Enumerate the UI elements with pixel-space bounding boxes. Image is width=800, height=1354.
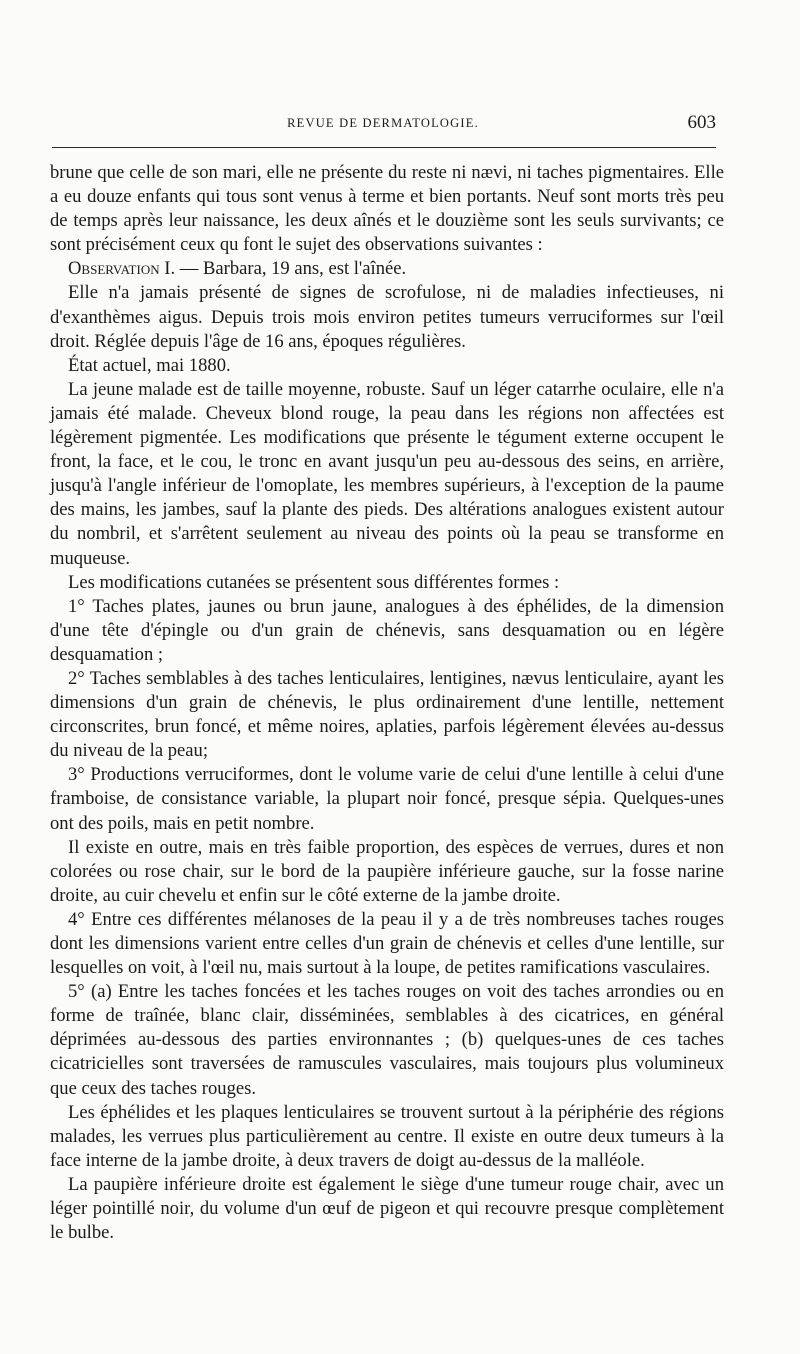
paragraph: Les éphélides et les plaques lenticulaires se trouvent surtout à la périphérie des régions malades, les verrues plus particulièrement au centre. Il existe en outre deux tumeurs à la face interne de la jambe droite, à deux travers de doigt au-dessus de la malléole. — [50, 1101, 724, 1171]
paragraph: La paupière inférieure droite est également le siège d'une tumeur rouge chair, avec un léger pointillé noir, du volume d'un œuf de pigeon et qui recouvre presque complètement le bulbe. — [50, 1173, 724, 1244]
body-text — [50, 161, 724, 1245]
observation-heading: Observation I. — [68, 258, 176, 280]
paragraph: 1° Taches plates, jaunes ou brun jaune, analogues à des éphélides, de la dimension d'une tête d'épingle ou d'un grain de chénevis, sans desquamation ou en légère desquamation ; — [50, 595, 724, 665]
paragraph: 4° Entre ces différentes mélanoses de la peau il y a de très nombreuses taches rouges dont les dimensions varient entre celles d'un grain de chénevis et celles d'une lentille, sur lesquelles on voit, à l'œil nu, mais surtout à la loupe, de petites ramifications vasculaires. — [50, 908, 724, 979]
running-header — [50, 112, 716, 136]
paragraph: 2° Taches semblables à des taches lenticulaires, lentigines, nævus lenticulaire, ayant les dimensions d'un grain de chénevis, le plus ordinairement d'une lentille, nettement circonscrites, brun foncé, et même noires, aplaties, parfois légèrement élevées au-dessus du niveau de la peau; — [50, 667, 724, 762]
page-number: 603 — [687, 112, 716, 133]
paragraph: Elle n'a jamais présenté de signes de scrofulose, ni de maladies infectieuses, ni d'exanthèmes aigus. Depuis trois mois environ petites tumeurs verruciformes sur l'œil droit. Réglée depuis l'âge de 16 ans, époques régulières. — [50, 282, 724, 352]
observation-text: — Barbara, 19 ans, est l'aînée. — [175, 258, 407, 280]
running-title: REVUE DE DERMATOLOGIE. — [287, 116, 479, 130]
paragraph: Il existe en outre, mais en très faible proportion, des espèces de verrues, dures et non colorées ou rose chair, sur le bord de la paupière inférieure gauche, sur la fosse narine droite, au cuir chevelu et enfin sur le côté externe de la jambe droite. — [50, 836, 724, 906]
observation-heading-paragraph — [50, 257, 724, 281]
paragraph: brune que celle de son mari, elle ne présente du reste ni nævi, ni taches pigmentaires. Elle a eu douze enfants qui tous sont venus à terme et bien portants. Neuf sont morts très peu de temps après leur naissance, les deux aînés et le douzième sont les seuls survivants; ce sont précisément ceux qu font le sujet des observations suivantes : — [50, 162, 724, 256]
paragraph: État actuel, mai 1880. — [68, 354, 231, 376]
paragraph: La jeune malade est de taille moyenne, robuste. Sauf un léger catarrhe oculaire, elle n'a jamais été malade. Cheveux blond rouge, la peau dans les régions non affectées est légèrement pigmentée. Les modifications que présente le tégument externe occupent le front, la face, et le cou, le tronc en avant jusqu'un peu au-dessous des seins, en arrière, jusqu'à l'angle inférieur de l'omoplate, les membres supérieurs, à l'exception de la paume des mains, les jambes, sauf la plante des pieds. Des altérations analogues existent autour du nombril, et s'arrêtent seulement au niveau des points où la peau se transforme en muqueuse. — [50, 378, 724, 569]
paragraph: Les modifications cutanées se présentent sous différentes formes : — [68, 571, 560, 593]
paragraph: 5° (a) Entre les taches foncées et les taches rouges on voit des taches arrondies ou en forme de traînée, blanc clair, disséminées, semblables à des cicatrices, en général déprimées au-dessous des parties environnantes ; (b) quelques-unes de ces taches cicatricielles sont traversées de ramuscules vasculaires, mais toujours plus volumineux que ceux des taches rouges. — [50, 981, 724, 1099]
header-rule — [52, 147, 716, 148]
paragraph: 3° Productions verruciformes, dont le volume varie de celui d'une lentille à celui d'une framboise, de consistance variable, la plupart noir foncé, presque sépia. Quelques-unes ont des poils, mais en petit nombre. — [50, 764, 724, 834]
